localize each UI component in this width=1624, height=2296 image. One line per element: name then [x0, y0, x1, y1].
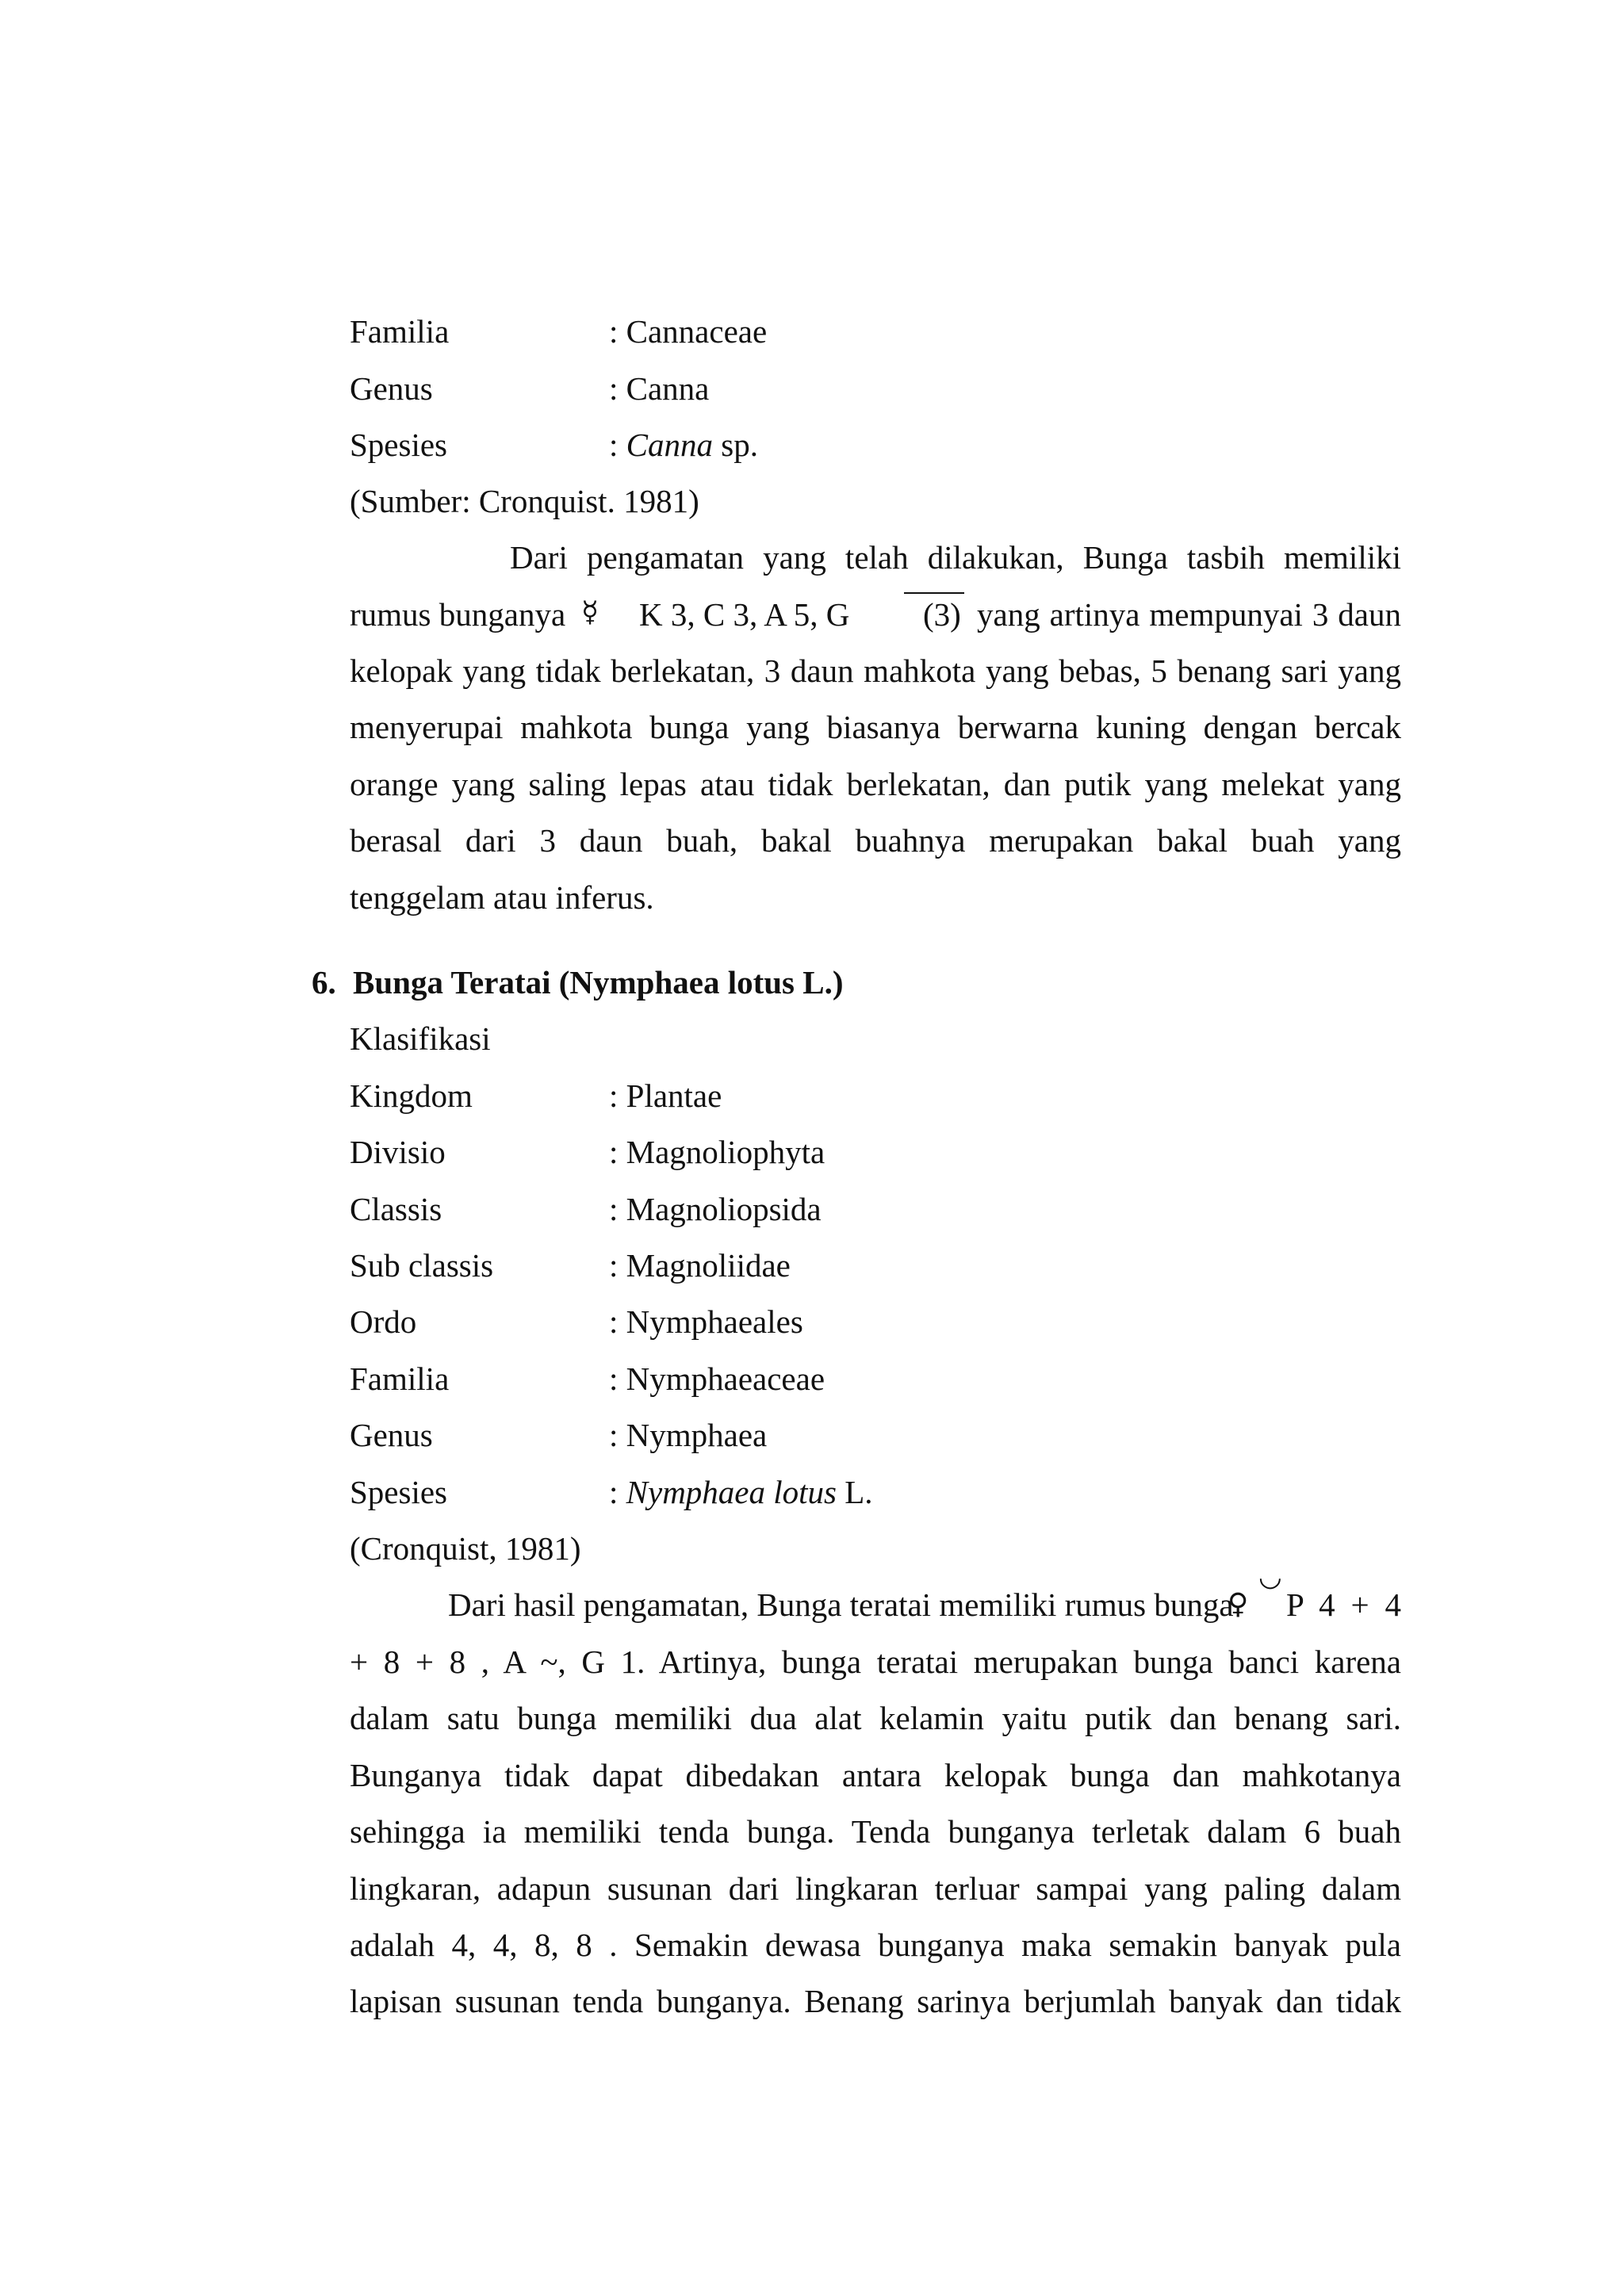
canna-paragraph-line-7: tenggelam atau inferus. — [350, 879, 654, 916]
canna-spesies-italic: Canna — [626, 427, 714, 463]
genus-label: Genus — [350, 1417, 433, 1453]
canna-paragraph-line-1: Dari pengamatan yang telah dilakukan, Bunga tasbih memiliki — [510, 539, 1401, 576]
familia-value: : Nymphaeaceae — [609, 1360, 825, 1397]
classis-value: : Magnoliopsida — [609, 1191, 822, 1227]
formula-overline — [904, 592, 964, 594]
spesies-value — [609, 1476, 873, 1509]
familia-label: Familia — [350, 1360, 450, 1397]
ordo-label: Ordo — [350, 1303, 417, 1340]
canna-formula-group: (3) — [923, 596, 961, 633]
classis-label: Classis — [350, 1191, 442, 1227]
subclassis-value: : Magnoliidae — [609, 1247, 791, 1284]
spesies-italic: Nymphaea lotus — [626, 1474, 837, 1510]
canna-spesies-prefix: : — [609, 427, 626, 463]
kingdom-label: Kingdom — [350, 1077, 473, 1114]
canna-paragraph-line-2-end: yang artinya mempunyai 3 daun — [977, 596, 1401, 633]
teratai-paragraph-line-7: adalah 4, 4, 8, 8 . Semakin dewasa bunganya maka semakin banyak pula — [350, 1927, 1401, 1963]
zygomorphic-mark-icon: ◡ — [1258, 1561, 1282, 1593]
canna-spesies-value — [609, 429, 758, 461]
divisio-label: Divisio — [350, 1134, 446, 1170]
genus-value: : Nymphaea — [609, 1417, 768, 1453]
ordo-value: : Nymphaeales — [609, 1303, 803, 1340]
section6-source: (Cronquist, 1981) — [350, 1530, 581, 1567]
teratai-paragraph-line-4: Bunganya tidak dapat dibedakan antara kelopak bunga dan mahkotanya — [350, 1757, 1401, 1793]
klasifikasi-label: Klasifikasi — [350, 1020, 491, 1057]
subclassis-label: Sub classis — [350, 1247, 494, 1284]
canna-source: (Sumber: Cronquist. 1981) — [350, 483, 699, 519]
canna-paragraph-line-6: berasal dari 3 daun buah, bakal buahnya merupakan bakal buah yang — [350, 822, 1401, 859]
teratai-paragraph-line-6: lingkaran, adapun susunan dari lingkaran terluar sampai yang paling dalam — [350, 1870, 1401, 1907]
section-number: 6. — [312, 964, 336, 1001]
canna-spesies-suffix: sp. — [713, 427, 758, 463]
canna-familia-label: Familia — [350, 313, 450, 350]
canna-genus-label: Genus — [350, 370, 433, 407]
canna-paragraph-line-4: menyerupai mahkota bunga yang biasanya berwarna kuning dengan bercak — [350, 709, 1401, 745]
teratai-paragraph-line-8: lapisan susunan tenda bunganya. Benang sarinya berjumlah banyak dan tidak — [350, 1983, 1401, 2019]
canna-familia-value: : Cannaceae — [609, 313, 768, 350]
canna-paragraph-line-3: kelopak yang tidak berlekatan, 3 daun mahkota yang bebas, 5 benang sari yang — [350, 652, 1401, 689]
teratai-paragraph-line-1-start: Dari hasil pengamatan, Bunga teratai memiliki rumus bunga — [448, 1586, 1234, 1623]
spesies-suffix: L. — [837, 1474, 873, 1510]
hermaphrodite-symbol-icon: ☿ — [581, 596, 599, 629]
teratai-paragraph-line-3: dalam satu bunga memiliki dua alat kelamin yaitu putik dan benang sari. — [350, 1700, 1401, 1736]
canna-genus-value: : Canna — [609, 370, 710, 407]
teratai-paragraph-line-2: + 8 + 8 , A ~, G 1. Artinya, bunga teratai merupakan bunga banci karena — [350, 1644, 1401, 1680]
canna-formula: K 3, C 3, A 5, G — [639, 596, 850, 633]
teratai-paragraph-line-1-end: P 4 + 4 — [1286, 1586, 1401, 1623]
section-heading: Bunga Teratai (Nymphaea lotus L.) — [353, 964, 844, 1001]
kingdom-value: : Plantae — [609, 1077, 722, 1114]
canna-paragraph-line-2-start: rumus bunganya — [350, 596, 566, 633]
divisio-value: : Magnoliophyta — [609, 1134, 825, 1170]
canna-paragraph-line-5: orange yang saling lepas atau tidak berlekatan, dan putik yang melekat yang — [350, 766, 1401, 802]
canna-spesies-label: Spesies — [350, 427, 447, 463]
female-symbol-icon: ♀ — [1228, 1588, 1249, 1621]
teratai-paragraph-line-5: sehingga ia memiliki tenda bunga. Tenda bunganya terletak dalam 6 buah — [350, 1813, 1401, 1850]
spesies-prefix: : — [609, 1474, 626, 1510]
spesies-label: Spesies — [350, 1474, 447, 1510]
